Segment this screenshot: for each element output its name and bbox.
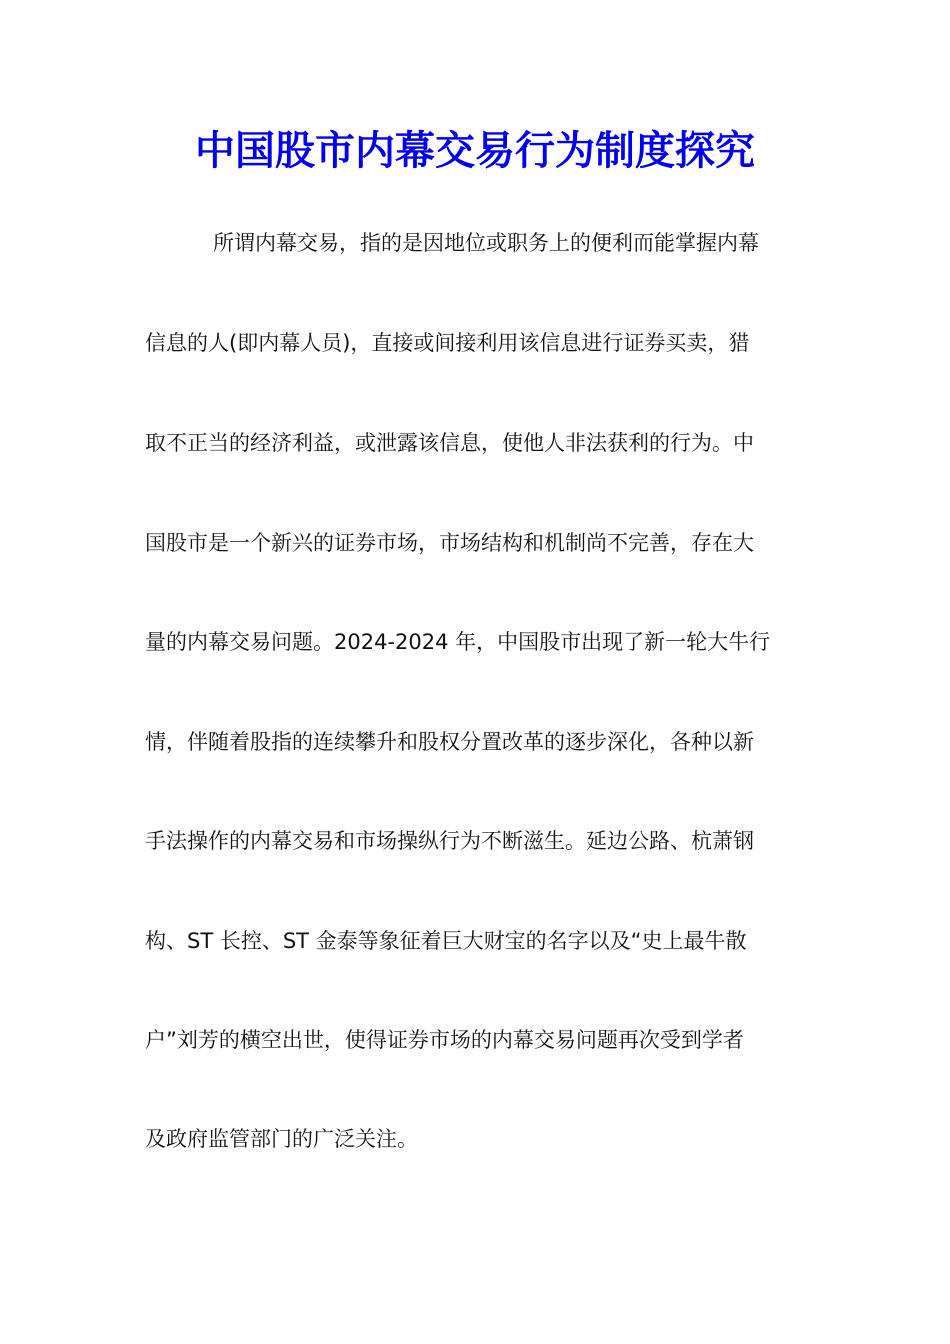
paragraph-line: 及政府监管部门的广泛关注。 bbox=[145, 1127, 418, 1151]
paragraph-line: 户”刘芳的横空出世，使得证券市场的内幕交易问题再次受到学者 bbox=[145, 1028, 744, 1052]
paragraph-line: 构、ST 长控、ST 金泰等象征着巨大财宝的名字以及“史上最牛散 bbox=[145, 929, 747, 953]
paragraph-line: 信息的人(即内幕人员)，直接或间接利用该信息进行证券买卖，猎 bbox=[145, 331, 750, 355]
paragraph-line: 取不正当的经济利益，或泄露该信息，使他人非法获利的行为。中 bbox=[145, 431, 754, 455]
paragraph-line: 量的内幕交易问题。2024-2024 年，中国股市出现了新一轮大牛行 bbox=[145, 630, 771, 654]
paragraph-line: 手法操作的内幕交易和市场操纵行为不断滋生。延边公路、杭萧钢 bbox=[145, 829, 754, 853]
paragraph-line: 国股市是一个新兴的证券市场，市场结构和机制尚不完善，存在大 bbox=[145, 531, 754, 555]
document-paragraph bbox=[145, 223, 807, 1163]
paragraph-line: 所谓内幕交易，指的是因地位或职务上的便利而能掌握内幕 bbox=[213, 231, 759, 255]
paragraph-line: 情，伴随着股指的连续攀升和股权分置改革的逐步深化，各种以新 bbox=[145, 730, 754, 754]
document-title: 中国股市内幕交易行为制度探究 bbox=[195, 127, 755, 174]
